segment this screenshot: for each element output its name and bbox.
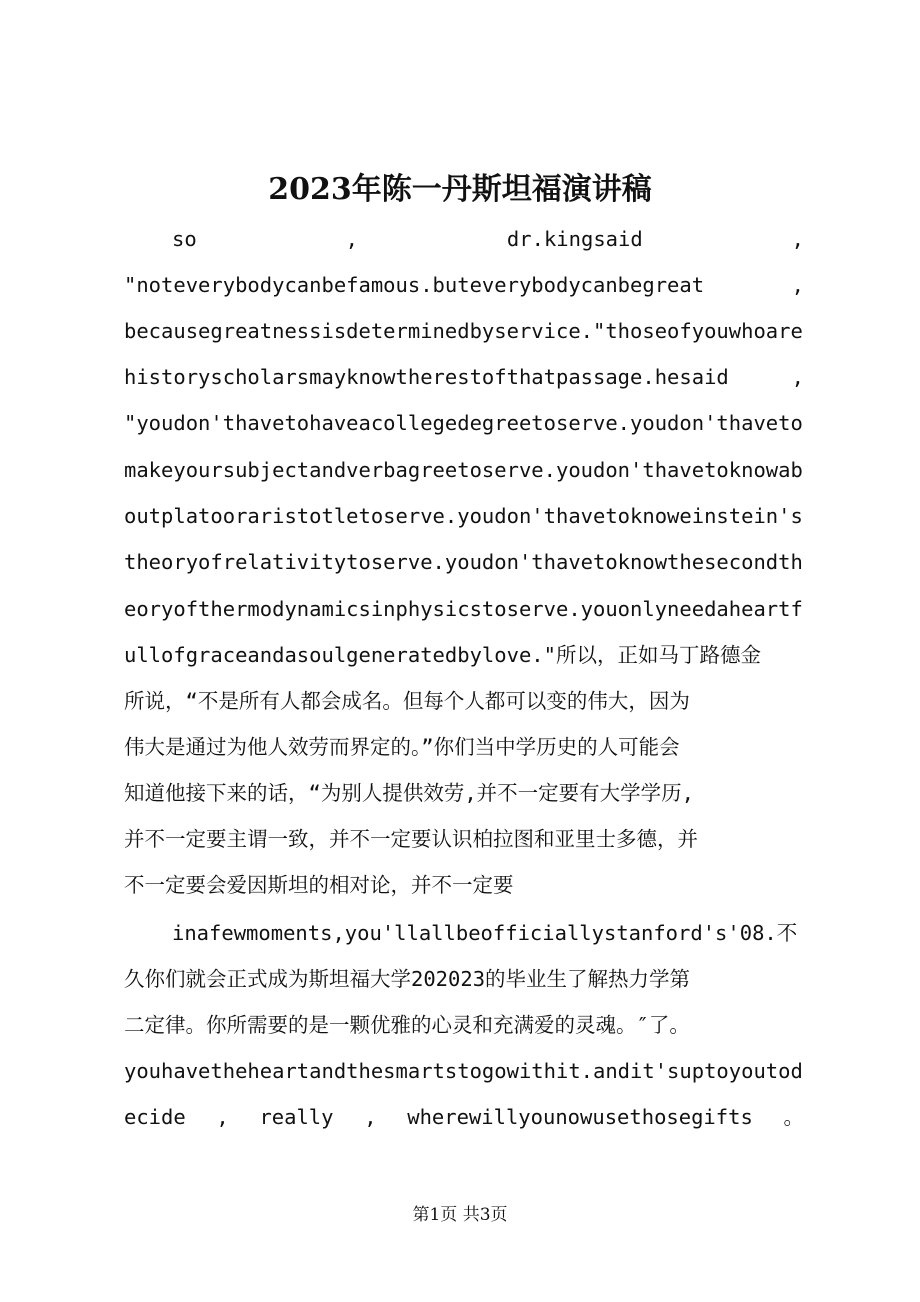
text-line-17: 久你们就会正式成为斯坦福大学202023的毕业生了解热力学第 xyxy=(124,967,691,991)
text-line-20: ecide , really , wherewillyounowusethosegifts 。 xyxy=(124,1105,804,1129)
text-line-16: inafewmoments,you'llallbeofficiallystanford's'08.不 xyxy=(172,921,798,945)
text-line-19: youhavetheheartandthesmartstogowithit.andit'suptoyoutod xyxy=(124,1059,803,1083)
text-line-15: 不一定要会爱因斯坦的相对论，并不一定要 xyxy=(124,873,514,897)
text-line-8: theoryofrelativitytoserve.youdon'thavetoknowthesecondth xyxy=(124,550,803,574)
text-line-3: becausegreatnessisdeterminedbyservice."thoseofyouwhoare xyxy=(124,319,803,343)
page-footer: 第1页 共3页 xyxy=(412,1205,508,1225)
text-line-11: 所说，“不是所有人都会成名。但每个人都可以变的伟大，因为 xyxy=(124,689,690,713)
text-line-2: "noteverybodycanbefamous.buteverybodycanbegreat , xyxy=(124,273,804,297)
text-line-12: 伟大是通过为他人效劳而界定的。”你们当中学历史的人可能会 xyxy=(124,735,680,759)
text-line-18: 二定律。你所需要的是一颗优雅的心灵和充满爱的灵魂。″了。 xyxy=(124,1013,690,1037)
text-line-7: outplatooraristotletoserve.youdon'thavetoknoweinstein's xyxy=(124,504,803,528)
text-line-5: "youdon'thavetohaveacollegedegreetoserve.youdon'thaveto xyxy=(124,411,803,435)
text-line-9: eoryofthermodynamicsinphysicstoserve.youonlyneedaheartf xyxy=(124,597,803,621)
text-line-14: 并不一定要主谓一致，并不一定要认识柏拉图和亚里士多德，并 xyxy=(124,827,698,851)
text-line-6: makeyoursubjectandverbagreetoserve.youdon'thavetoknowab xyxy=(124,458,803,482)
document-title: 2023年陈一丹斯坦福演讲稿 xyxy=(268,172,652,207)
text-line-10: ullofgraceandasoulgeneratedbylove."所以，正如马丁路德金 xyxy=(124,643,761,667)
text-line-1: so , dr.kingsaid , xyxy=(172,227,804,251)
text-line-13: 知道他接下来的话，“为别人提供效劳,并不一定要有大学学历, xyxy=(124,781,695,805)
text-line-4: historyscholarsmayknowtherestofthatpassage.hesaid , xyxy=(124,365,804,389)
